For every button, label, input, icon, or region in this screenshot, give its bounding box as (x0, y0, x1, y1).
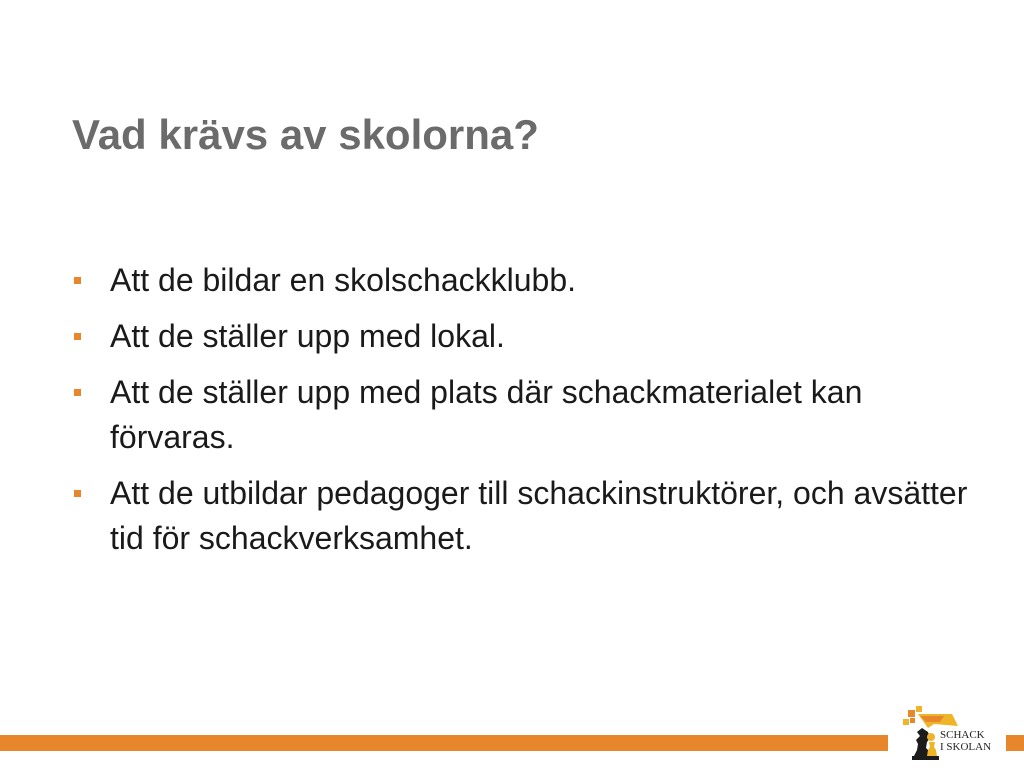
logo-line-1: SCHACK (940, 729, 985, 741)
schack-i-skolan-logo (900, 704, 1006, 764)
bullet-marker (74, 389, 81, 396)
bullet-text: Att de ställer upp med plats där schackmaterialet kan förvaras. (110, 374, 863, 455)
bullet-marker (74, 333, 81, 340)
bullet-item (72, 258, 992, 303)
footer-accent-bar (0, 735, 888, 751)
bullet-item (72, 471, 992, 561)
slide-title: Vad krävs av skolorna? (72, 111, 539, 158)
bullet-text: Att de ställer upp med lokal. (110, 318, 505, 354)
logo-text (940, 729, 991, 753)
bullet-item (72, 314, 992, 359)
bullet-text: Att de bildar en skolschackklubb. (110, 262, 577, 298)
bullet-item (72, 370, 992, 460)
bullet-marker (74, 277, 81, 284)
bullet-marker (74, 490, 81, 497)
bullet-list (72, 258, 992, 572)
footer-accent-bar-end (1006, 735, 1024, 751)
bullet-text: Att de utbildar pedagoger till schackinstruktörer, och avsätter tid för schackverksamhet. (110, 475, 968, 556)
logo-line-2: I SKOLAN (940, 741, 992, 753)
